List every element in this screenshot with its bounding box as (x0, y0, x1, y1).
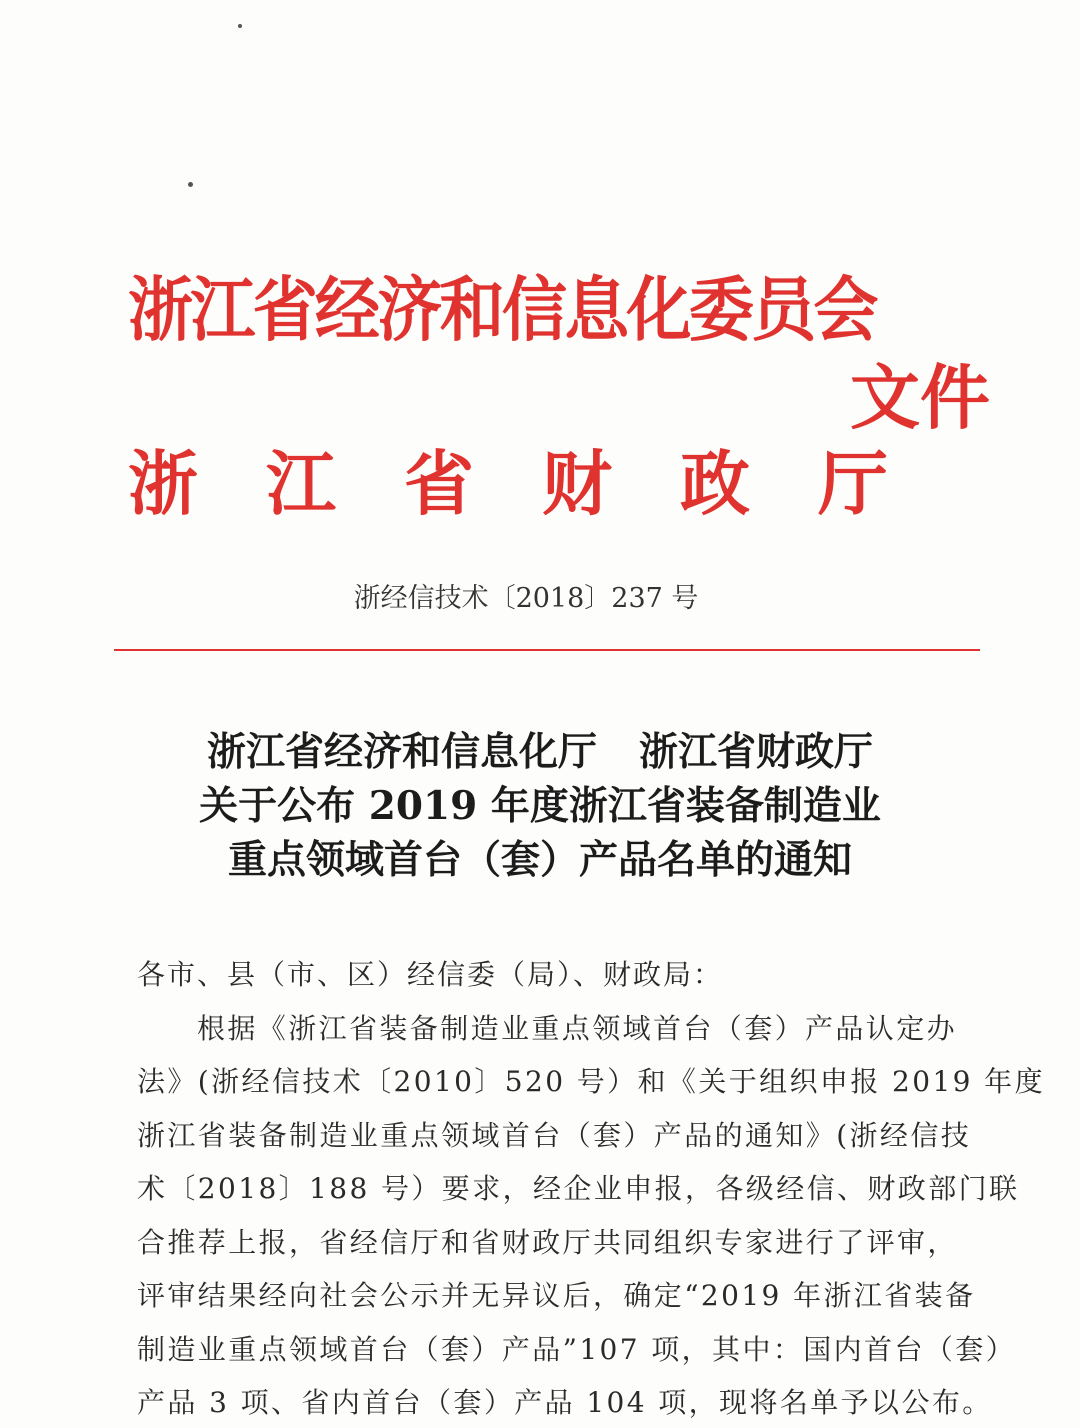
title-line-3: 重点领域首台（套）产品名单的通知 (227, 837, 852, 883)
document-title (0, 725, 1080, 887)
document-body (137, 948, 1045, 1428)
masthead (128, 258, 988, 528)
body-line: 合推荐上报，省经信厅和省财政厅共同组织专家进行了评审， (137, 1225, 958, 1259)
body-line: 法》(浙经信技术〔2010〕520 号）和《关于组织申报 2019 年度 (137, 1065, 1045, 1098)
salutation: 各市、县（市、区）经信委（局）、财政局： (137, 958, 724, 991)
scan-speck (188, 182, 193, 187)
scan-speck (238, 24, 242, 28)
masthead-issuer-finance-department: 浙江省财政厅 (128, 442, 956, 525)
body-line: 术〔2018〕188 号）要求，经企业申报，各级经信、财政部门联 (137, 1172, 1020, 1205)
title-issuer-2: 浙江省财政厅 (639, 729, 874, 775)
red-separator-rule (114, 649, 980, 651)
body-line: 评审结果经向社会公示并无异议后，确定“2019 年浙江省装备 (137, 1279, 976, 1312)
body-line: 制造业重点领域首台（套）产品”107 项，其中：国内首台（套） (137, 1332, 1017, 1366)
masthead-document-word: 文件 (850, 356, 990, 439)
masthead-issuer-economy-commission: 浙江省经济和信息化委员会 (128, 268, 876, 351)
title-issuer-1: 浙江省经济和信息化厅 (206, 729, 597, 775)
body-line: 产品 3 项、省内首台（套）产品 104 项，现将名单予以公布。 (137, 1386, 993, 1419)
body-line: 根据《浙江省装备制造业重点领域首台（套）产品认定办 (197, 1011, 958, 1045)
title-line-2: 关于公布 2019 年度浙江省装备制造业 (199, 783, 881, 829)
document-number: 浙经信技术〔2018〕237 号 (353, 583, 699, 614)
body-line: 浙江省装备制造业重点领域首台（套）产品的通知》(浙经信技 (137, 1118, 972, 1152)
title-line-1 (0, 725, 1080, 779)
